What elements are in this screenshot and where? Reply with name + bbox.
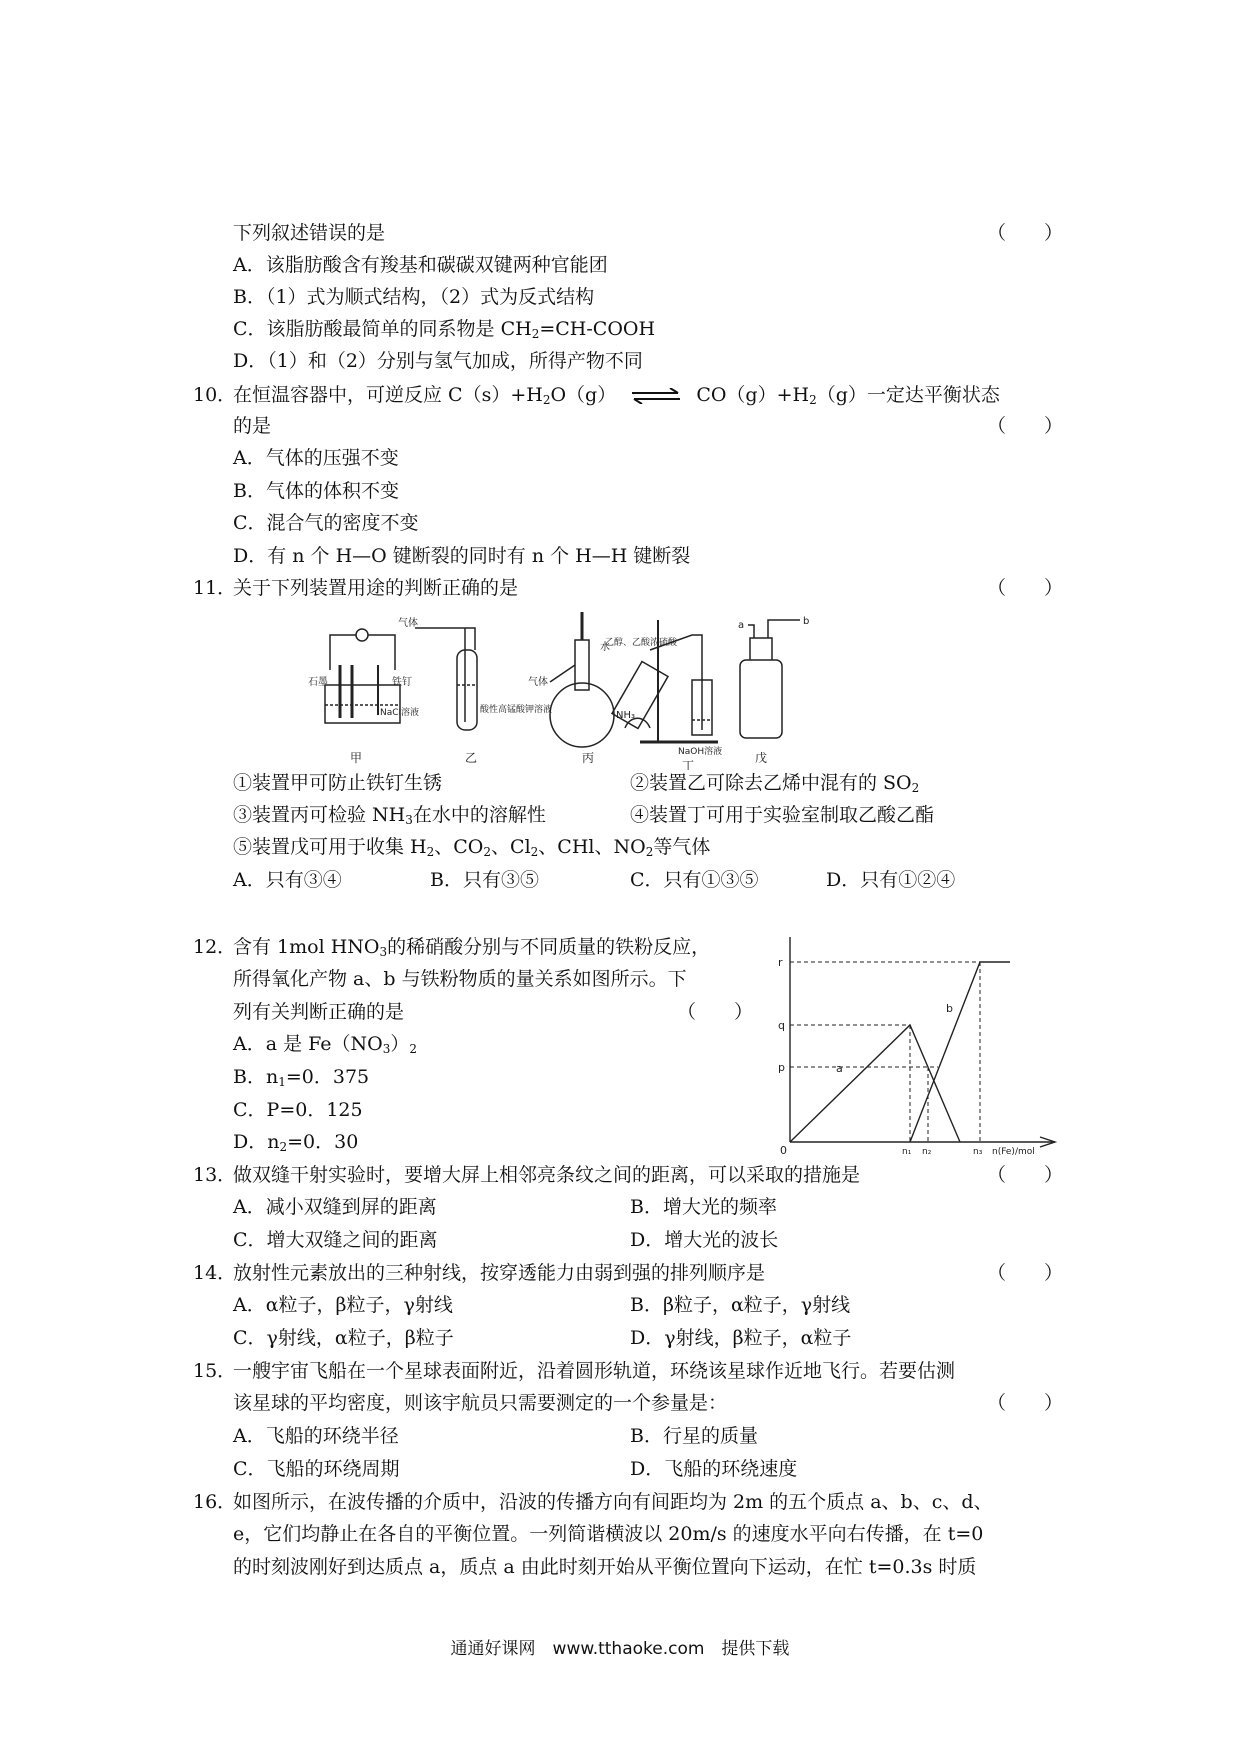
label-nh3: NH₃	[616, 710, 636, 721]
q11-statement-3: ③装置丙可检验 $NH_3$在水中的溶解性	[233, 804, 546, 827]
q9-option-b: B．（1）式为顺式结构，（2）式为反式结构	[233, 286, 595, 308]
q12-option-a: A．a 是 $Fe(NO_3)_2$	[233, 1033, 418, 1056]
label-n3: n₃	[973, 1147, 983, 1157]
label-origin: 0	[780, 1144, 787, 1157]
answer-paren: （ ）	[986, 222, 1063, 244]
q13-stem: 做双缝干射实验时，要增大屏上相邻亮条纹之间的距离，可以采取的措施是 （ ）	[233, 1164, 1063, 1186]
label-shui: 水	[600, 642, 610, 653]
label-p: p	[778, 1061, 785, 1074]
q12-line1: 含有 1mol $HNO_3$的稀硝酸分别与不同质量的铁粉反应，	[233, 936, 711, 959]
q12-number: 12．	[193, 936, 237, 958]
q11-statement-1: ①装置甲可防止铁钉生锈	[233, 772, 443, 794]
q11-option-c: C．只有①③⑤	[630, 869, 759, 891]
label-line-a: a	[836, 1062, 843, 1075]
q11-option-a: A．只有③④	[233, 869, 342, 891]
q10-stem-line2: 的是 （ ）	[233, 415, 1063, 437]
label-q: q	[778, 1019, 785, 1032]
q10-option-c: C．混合气的密度不变	[233, 512, 419, 534]
line-a	[790, 1025, 960, 1142]
q14-option-a: A．α粒子，β粒子，γ射线	[233, 1294, 453, 1316]
q14-option-b: B．β粒子，α粒子，γ射线	[630, 1294, 851, 1316]
label-naoh: NaOH溶液	[678, 747, 723, 757]
q15-option-d: D．飞船的环绕速度	[630, 1458, 798, 1480]
apparatus-yi	[415, 628, 477, 730]
q9-stem	[233, 224, 1063, 243]
q14-number: 14．	[193, 1262, 237, 1284]
q11-option-d: D．只有①②④	[826, 869, 956, 891]
q15-option-c: C．飞船的环绕周期	[233, 1458, 400, 1480]
q11-option-b: B．只有③⑤	[430, 869, 539, 891]
q12-option-b: B．$n_1=0$．375	[233, 1066, 370, 1089]
label-wu: 戊	[755, 751, 768, 765]
q15-option-a: A．飞船的环绕半径	[233, 1425, 399, 1447]
answer-paren: （ ）	[986, 1262, 1063, 1284]
q15-line1: 一艘宇宙飞船在一个星球表面附近，沿着圆形轨道，环绕该星球作近地飞行。若要估测	[233, 1360, 956, 1382]
q12-option-d: D．$n_2=0$．30	[233, 1131, 359, 1154]
label-n2: n₂	[922, 1147, 932, 1157]
q10-option-b: B．气体的体积不变	[233, 480, 399, 502]
q14-stem: 放射性元素放出的三种射线，按穿透能力由弱到强的排列顺序是 （ ）	[233, 1262, 1063, 1284]
q12-graph	[770, 932, 1070, 1157]
q16-line2: e，它们均静止在各自的平衡位置。一列简谐横波以 20m/s 的速度水平向右传播，在 t=0	[233, 1523, 984, 1545]
q16-number: 16．	[193, 1491, 237, 1513]
q9-stem-text: 下列叙述错误的是	[233, 222, 386, 244]
q13-option-c: C．增大双缝之间的距离	[233, 1229, 438, 1251]
label-tiedian: 铁钉	[392, 677, 412, 688]
label-qiti-bing: 气体	[528, 677, 548, 688]
q11-number: 11．	[193, 577, 237, 599]
q15-number: 15．	[193, 1360, 237, 1382]
apparatus-figure	[300, 610, 980, 770]
label-yi: 乙	[465, 751, 478, 765]
q16-line3: 的时刻波刚好到达质点 a，质点 a 由此时刻开始从平衡位置向下运动，在忙 t=0.3s 时质	[233, 1556, 977, 1578]
equilibrium-arrow-icon	[630, 388, 682, 404]
label-suanxing: 酸性高锰酸钾溶液	[480, 705, 553, 715]
q13-option-a: A．减小双缝到屏的距离	[233, 1196, 437, 1218]
q11-statement-4: ④装置丁可用于实验室制取乙酸乙酯	[630, 804, 935, 826]
label-shimo: 石墨	[308, 677, 328, 688]
label-jia: 甲	[350, 751, 363, 765]
label-a: a	[738, 620, 745, 631]
q9-option-d: D．（1）和（2）分别与氢气加成，所得产物不同	[233, 350, 643, 372]
q9-option-c: C．该脂肪酸最简单的同系物是 $CH_2=CH$-COOH	[233, 318, 656, 341]
label-ding: 丁	[682, 759, 695, 770]
line-b	[910, 962, 1010, 1142]
q12-line3: 列有关判断正确的是 （ ）	[233, 1001, 753, 1023]
label-nacl: NaCl溶液	[380, 708, 420, 718]
q14-option-c: C．γ射线，α粒子，β粒子	[233, 1327, 454, 1349]
q11-statement-2: ②装置乙可除去乙烯中混有的 $SO_2$	[630, 772, 920, 795]
q10-stem: 在恒温容器中，可逆反应 $C(s)+H_2O(g)$ $CO(g)+H_2(g)$一定达平衡状态	[233, 384, 1000, 407]
q10-option-a: A．气体的压强不变	[233, 447, 399, 469]
page-footer: 通通好课网 www.tthaoke.com 提供下载	[450, 1639, 790, 1659]
q11-stem: 关于下列装置用途的判断正确的是 （ ）	[233, 577, 1063, 599]
q15-option-b: B．行星的质量	[630, 1425, 758, 1447]
q13-option-d: D．增大光的波长	[630, 1229, 779, 1251]
answer-paren: （ ）	[986, 577, 1063, 599]
label-line-b: b	[946, 1002, 953, 1015]
label-r: r	[778, 956, 783, 969]
apparatus-bing	[550, 612, 614, 747]
answer-paren: （ ）	[986, 1164, 1063, 1186]
answer-paren: （ ）	[986, 1392, 1063, 1414]
q16-line1: 如图所示，在波传播的介质中，沿波的传播方向有间距均为 2m 的五个质点 a、b、c、d、	[233, 1491, 993, 1513]
q9-option-a: A．该脂肪酸含有羧基和碳碳双键两种官能团	[233, 254, 608, 276]
label-bing: 丙	[582, 751, 595, 765]
answer-paren: （ ）	[986, 415, 1063, 437]
label-yichun: 乙醇、乙酸浓硫酸	[605, 638, 678, 648]
answer-paren: （ ）	[676, 1001, 753, 1023]
q14-option-d: D．γ射线，β粒子，α粒子	[630, 1327, 852, 1349]
q12-option-c: C．P=0．125	[233, 1099, 363, 1121]
label-xaxis: n(Fe)/mol	[992, 1147, 1035, 1157]
q10-option-d: D．有 n 个 H—O 键断裂的同时有 n 个 H—H 键断裂	[233, 545, 691, 567]
q10-number: 10．	[193, 384, 237, 406]
label-n1: n₁	[902, 1147, 912, 1157]
q12-line2: 所得氧化产物 a、b 与铁粉物质的量关系如图所示。下	[233, 968, 687, 990]
q11-statement-5: ⑤装置戊可用于收集 $H_2$、$CO_2$、$Cl_2$、CHl、$NO_2$等气体	[233, 836, 711, 859]
label-b: b	[803, 616, 810, 627]
apparatus-wu	[740, 620, 800, 738]
q15-line2: 该星球的平均密度，则该宇航员只需要测定的一个参量是： （ ）	[233, 1392, 1063, 1414]
label-qiti: 气体	[398, 618, 418, 629]
q13-number: 13．	[193, 1164, 237, 1186]
q13-option-b: B．增大光的频率	[630, 1196, 777, 1218]
